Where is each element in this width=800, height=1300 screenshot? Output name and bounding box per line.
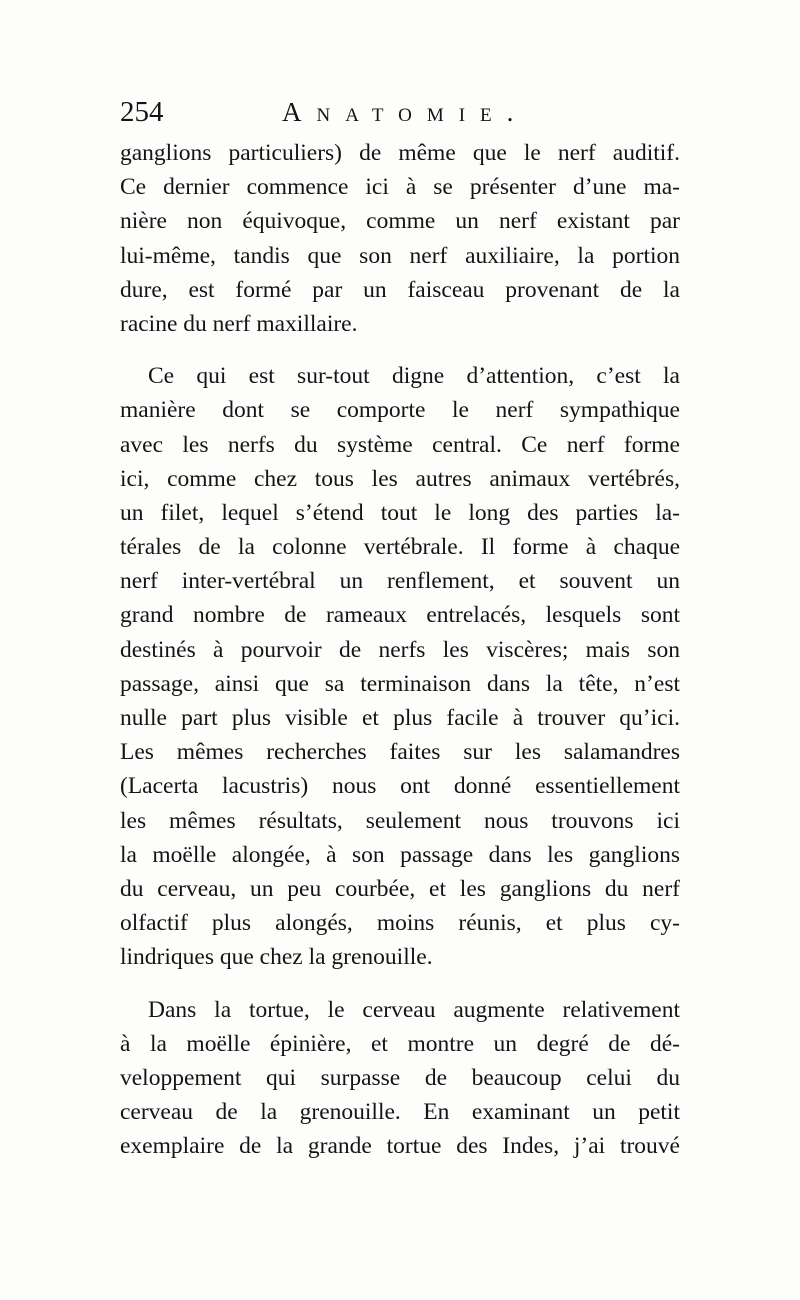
- text-line: du cerveau, un peu courbée, et les ganglions du nerf: [120, 875, 680, 902]
- text-line: Ce qui est sur-tout digne d’attention, c’est la: [148, 363, 680, 390]
- text-line: cerveau de la grenouille. En examinant un petit: [120, 1099, 680, 1126]
- paragraph-1: [120, 136, 680, 341]
- text-line: ici, comme chez tous les autres animaux vertébrés,: [120, 465, 680, 492]
- text-line: Ce dernier commence ici à se présenter d’une ma-: [120, 174, 680, 201]
- text-line: ganglions particuliers) de même que le nerf auditif.: [120, 140, 680, 166]
- text-line: Les mêmes recherches faites sur les salamandres: [120, 739, 680, 766]
- paragraph-3: [120, 993, 680, 1164]
- text-line: la moëlle alongée, à son passage dans les ganglions: [120, 841, 680, 868]
- body-text: [120, 136, 680, 1163]
- page-number: 254: [120, 96, 164, 128]
- text-line: olfactif plus alongés, moins réunis, et plus cy-: [120, 910, 680, 937]
- text-line: avec les nerfs du système central. Ce nerf forme: [120, 431, 680, 458]
- text-line: (Lacerta lacustris) nous ont donné essentiellement: [120, 773, 680, 800]
- text-line: passage, ainsi que sa terminaison dans la tête, n’est: [120, 670, 680, 697]
- text-line: nulle part plus visible et plus facile à trouver qu’ici.: [120, 705, 680, 731]
- text-line: Dans la tortue, le cerveau augmente relativement: [148, 996, 680, 1023]
- text-line: dure, est formé par un faisceau provenant de la: [120, 276, 680, 303]
- text-line: nière non équivoque, comme un nerf existant par: [120, 208, 680, 235]
- text-line: les mêmes résultats, seulement nous trouvons ici: [120, 807, 680, 834]
- text-line: lindriques que chez la grenouille.: [120, 944, 433, 971]
- text-line: exemplaire de la grande tortue des Indes, j’ai trouvé: [120, 1133, 680, 1160]
- text-line: veloppement qui surpasse de beaucoup celui du: [120, 1064, 680, 1091]
- running-title: Anatomie.: [282, 97, 529, 127]
- text-line: destinés à pourvoir de nerfs les viscères; mais son: [120, 636, 680, 663]
- text-line: à la moëlle épinière, et montre un degré de dé-: [120, 1030, 680, 1057]
- paragraph-spacer: [120, 341, 680, 359]
- text-line: un filet, lequel s’étend tout le long des parties la-: [120, 499, 680, 526]
- paragraph-2: [120, 359, 680, 974]
- text-line: grand nombre de rameaux entrelacés, lesquels sont: [120, 602, 680, 629]
- text-line: lui-même, tandis que son nerf auxiliaire, la portion: [120, 242, 680, 269]
- running-head: [120, 92, 680, 132]
- text-line: térales de la colonne vertébrale. Il forme à chaque: [120, 534, 680, 561]
- text-line: nerf inter-vertébral un renflement, et souvent un: [120, 568, 680, 595]
- text-line: racine du nerf maxillaire.: [120, 310, 358, 337]
- paragraph-spacer: [120, 975, 680, 993]
- text-line: manière dont se comporte le nerf sympathique: [120, 397, 680, 424]
